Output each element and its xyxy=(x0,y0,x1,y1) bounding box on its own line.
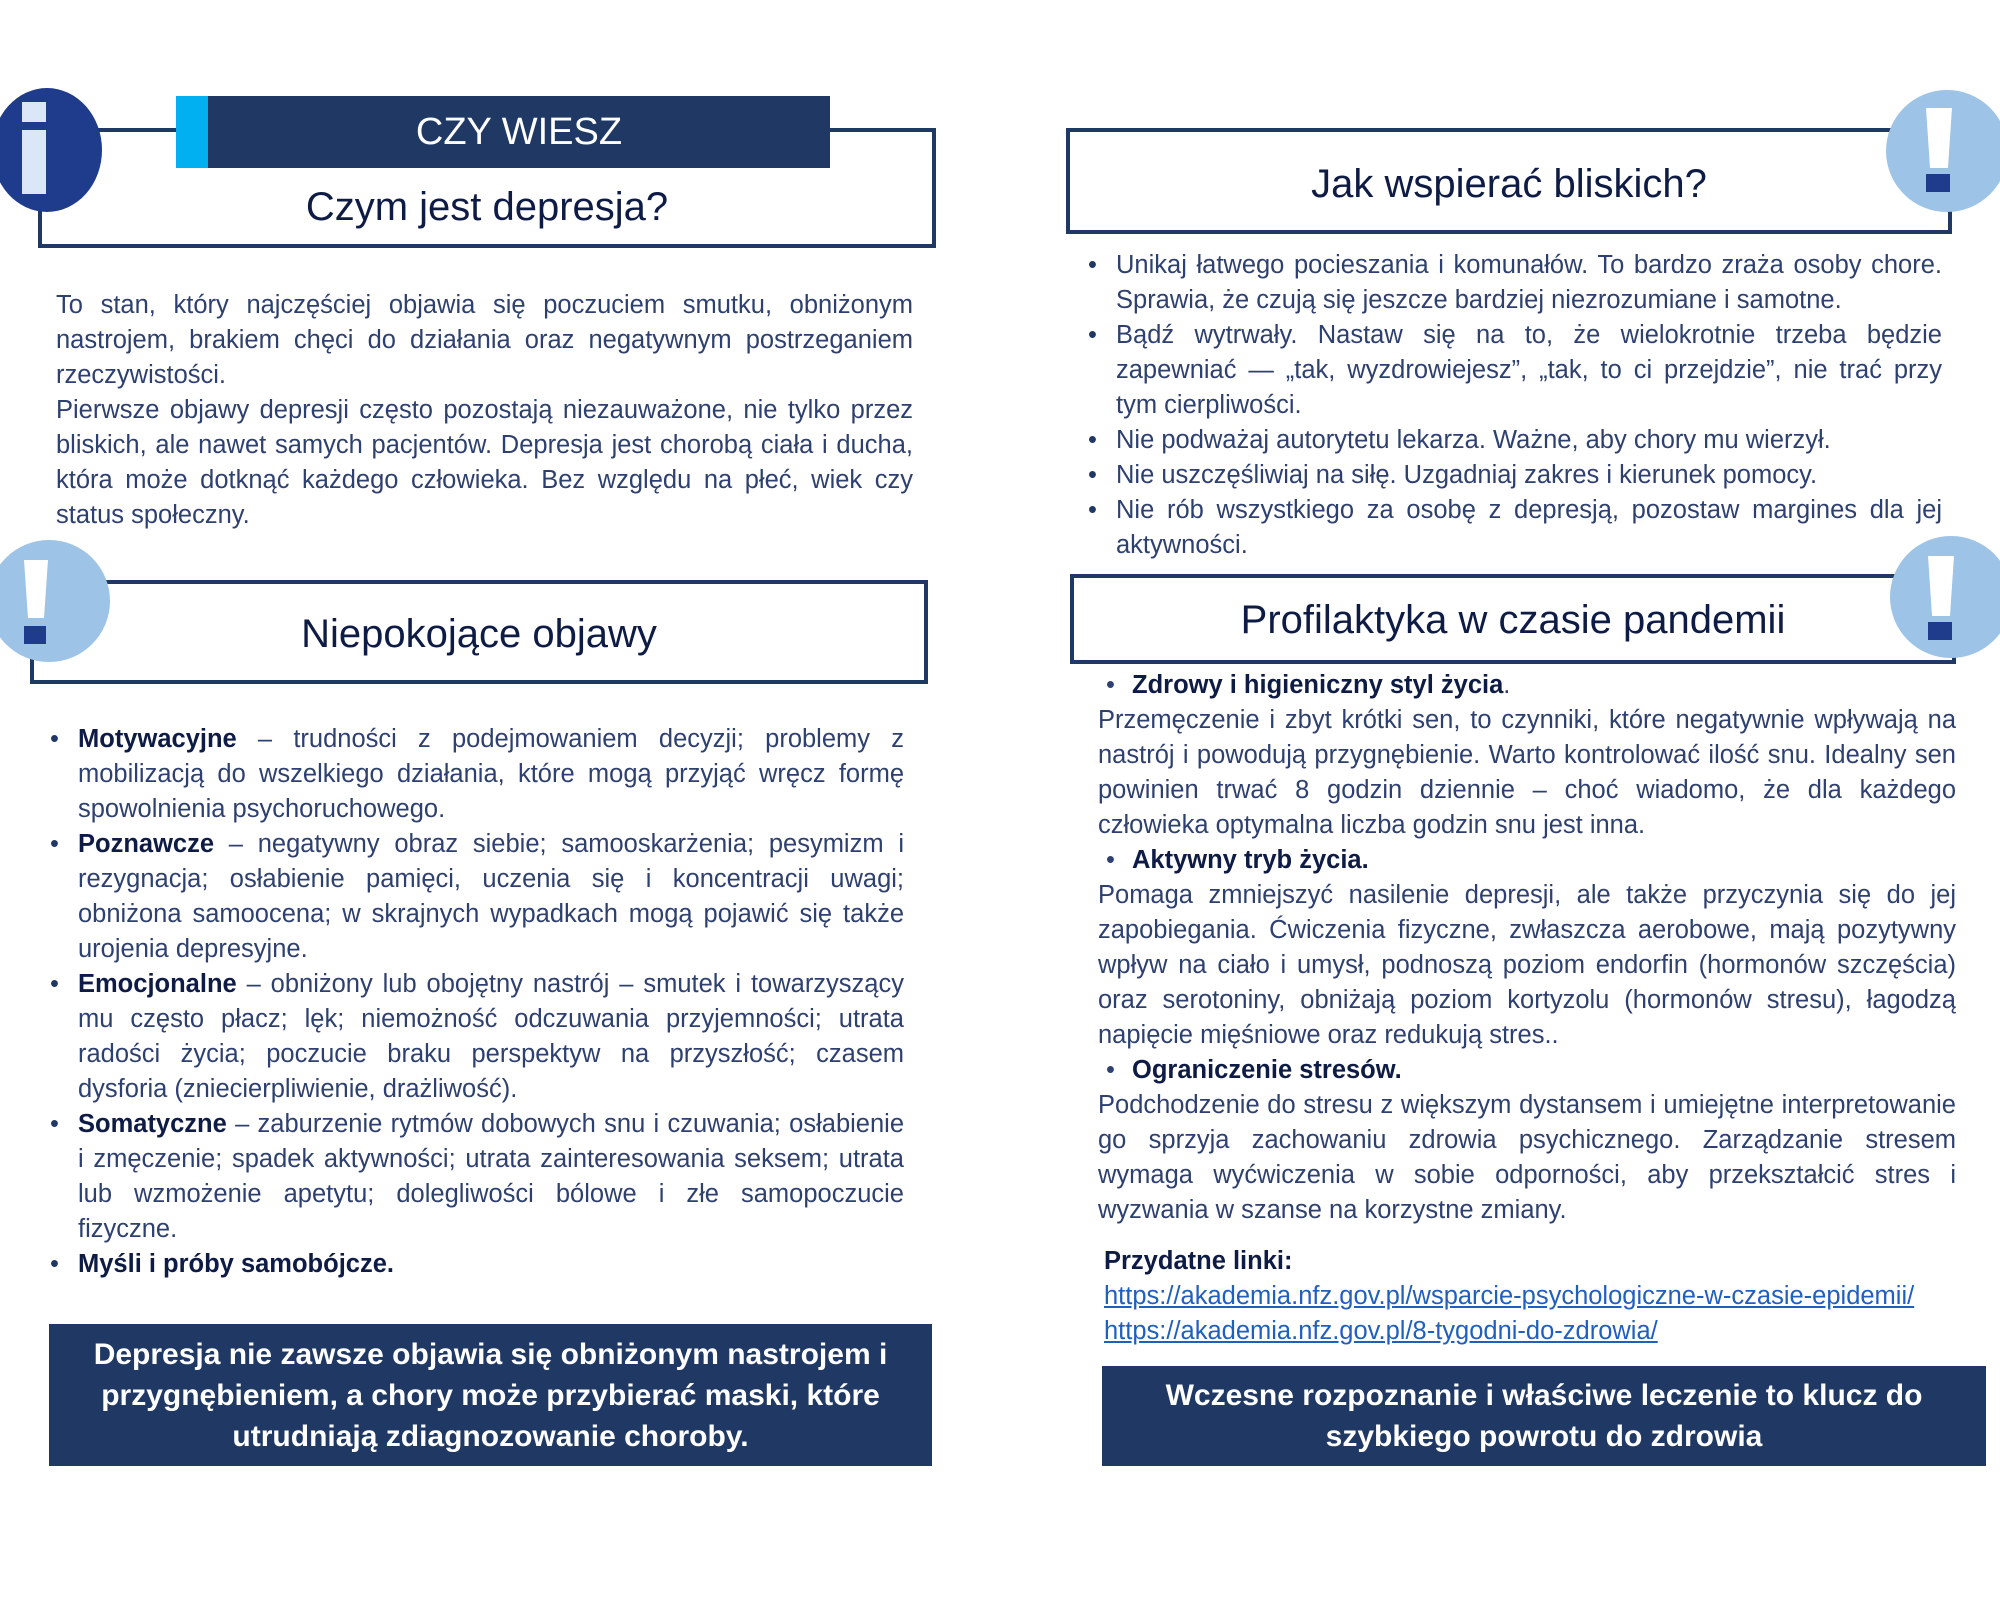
definition-paragraph: To stan, który najczęściej objawia się poczuciem smutku, obniżonym nastrojem, brakiem chęci do działania oraz negatywnym postrzeganiem rzeczywistości. xyxy=(56,291,913,389)
right-callout-banner xyxy=(1102,1366,1986,1466)
connector-line xyxy=(96,128,176,132)
symptom-text: – zaburzenie rytmów dobowych snu i czuwania; osłabienie i zmęczenie; spadek aktywności; utrata zainteresowania seksem; utrata lub wzmożenie apetytu; dolegliwości bólowe i złe samopoczucie fizyczne. xyxy=(78,1110,904,1243)
section-title-support: Jak wspierać bliskich? xyxy=(1311,162,1707,206)
list-item xyxy=(44,967,904,1107)
section-title-definition: Czym jest depresja? xyxy=(305,185,669,229)
symptom-term: Emocjonalne xyxy=(78,970,237,998)
left-callout-banner xyxy=(49,1324,932,1466)
list-item xyxy=(44,722,904,827)
info-glyph xyxy=(0,88,102,212)
right-callout-text: Wczesne rozpoznanie i właściwe leczenie to klucz do szybkiego powrotu do zdrowia xyxy=(1165,1379,1923,1453)
prevention-heading: • Aktywny tryb życia. xyxy=(1106,846,1369,874)
list-item xyxy=(44,827,904,967)
symptom-text: – negatywny obraz siebie; samooskarżenia; pesymizm i rezygnacja; osłabienie pamięci, uczenia się i koncentracji uwagi; obniżona samoocena; w skrajnych wypadkach mogą pojawić się także urojenia depresyjne. xyxy=(78,830,904,963)
exclamation-icon xyxy=(1886,90,2000,212)
symptom-term: Poznawcze xyxy=(78,830,215,858)
symptom-term: Somatyczne xyxy=(78,1110,227,1138)
did-you-know-tag xyxy=(208,96,830,168)
exclamation-glyph xyxy=(1890,536,2000,658)
symptom-text: – trudności z podejmowaniem decyzji; problemy z mobilizacją do wszelkiego działania, które mogą przyjąć wręcz formę spowolnienia psychoruchowego. xyxy=(78,725,904,823)
did-you-know-label: CZY WIESZ xyxy=(415,111,623,153)
support-tips-list xyxy=(1082,248,1942,563)
symptom-term: Myśli i próby samobójcze. xyxy=(78,1250,394,1278)
link-psych-support[interactable]: https://akademia.nfz.gov.pl/wsparcie-psychologiczne-w-czasie-epidemii/ xyxy=(1104,1282,1915,1310)
left-callout-text: Depresja nie zawsze objawia się obniżonym nastrojem i przygnębieniem, a chory może przybierać maski, które utrudniają zdiagnozowanie choroby. xyxy=(93,1338,888,1453)
section-title-prevention: Profilaktyka w czasie pandemii xyxy=(1240,598,1786,642)
symptom-text: – obniżony lub obojętny nastrój – smutek i towarzyszący mu często płacz; lęk; niemożność odczuwania przyjemności; utrata radości życia; poczucie braku perspektyw na przyszłość; czasem dysforia (zniecierpliwienie, drażliwość). xyxy=(78,970,904,1103)
support-header-box xyxy=(1066,128,1952,234)
prevention-header-box xyxy=(1070,574,1956,664)
symptoms-header-box xyxy=(30,580,928,684)
list-item: • Nie rób wszystkiego za osobę z depresją, pozostaw margines dla jej aktywności. xyxy=(1082,493,1942,563)
definition-paragraph: Pierwsze objawy depresji często pozostają niezauważone, nie tylko przez bliskich, ale nawet samych pacjentów. Depresja jest chorobą ciała i ducha, która może dotknąć każdego człowieka. Bez względu na płeć, wiek czy status społeczny. xyxy=(56,396,913,529)
list-item: • Nie podważaj autorytetu lekarza. Ważne, aby chory mu wierzył. xyxy=(1082,423,1942,458)
exclamation-icon xyxy=(1890,536,2000,658)
list-item xyxy=(44,1107,904,1247)
list-item: • Nie uszczęśliwiaj na siłę. Uzgadniaj zakres i kierunek pomocy. xyxy=(1082,458,1942,493)
tag-accent-bar xyxy=(176,96,208,168)
exclamation-icon xyxy=(0,540,110,662)
list-item: • Bądź wytrwały. Nastaw się na to, że wielokrotnie trzeba będzie zapewniać — „tak, wyzdrowiejesz”, „tak, to ci przejdzie”, nie trać przy tym cierpliwości. xyxy=(1082,318,1942,423)
list-item: • Unikaj łatwego pocieszania i komunałów. To bardzo zraża osoby chore. Sprawia, że czują się jeszcze bardziej niezrozumiane i samotne. xyxy=(1082,248,1942,318)
definition-text xyxy=(56,288,913,533)
symptoms-list xyxy=(44,722,904,1282)
useful-links xyxy=(1104,1244,1964,1349)
prevention-heading: • Ograniczenie stresów. xyxy=(1106,1056,1402,1084)
prevention-paragraph: Podchodzenie do stresu z większym dystansem i umiejętne interpretowanie go sprzyja zachowaniu zdrowia psychicznego. Zarządzanie stresem wymaga wyćwiczenia w sobie odporności, aby przekształcić stres i wyzwania w szanse na korzystne zmiany. xyxy=(1098,1091,1956,1224)
prevention-paragraph: Pomaga zmniejszyć nasilenie depresji, ale także przyczynia się do jej zapobiegania. Ćwiczenia fizyczne, zwłaszcza aerobowe, mają pozytywny wpływ na ciało i umysł, podnoszą poziom endorfin (hormonów szczęścia) oraz serotoniny, obniżają poziom kortyzolu (hormonów stresu), łagodzą napięcie mięśniowe oraz redukują stres.. xyxy=(1098,881,1956,1049)
prevention-paragraph: Przemęczenie i zbyt krótki sen, to czynniki, które negatywnie wpływają na nastrój i powodują przygnębienie. Warto kontrolować ilość snu. Idealny sen powinien trwać 8 godzin dziennie – choć wiadomo, że dla każdego człowieka optymalna liczba godzin snu jest inna. xyxy=(1098,706,1956,839)
prevention-content xyxy=(1098,668,1956,1228)
section-title-symptoms: Niepokojące objawy xyxy=(301,612,657,656)
exclamation-glyph xyxy=(0,540,110,662)
links-label: Przydatne linki: xyxy=(1104,1247,1293,1275)
symptom-term: Motywacyjne xyxy=(78,725,237,753)
list-item xyxy=(44,1247,904,1282)
prevention-heading: • Zdrowy i higieniczny styl życia. xyxy=(1106,671,1511,699)
link-8-weeks[interactable]: https://akademia.nfz.gov.pl/8-tygodni-do-zdrowia/ xyxy=(1104,1317,1658,1345)
info-icon xyxy=(0,88,102,212)
exclamation-glyph xyxy=(1886,90,2000,212)
